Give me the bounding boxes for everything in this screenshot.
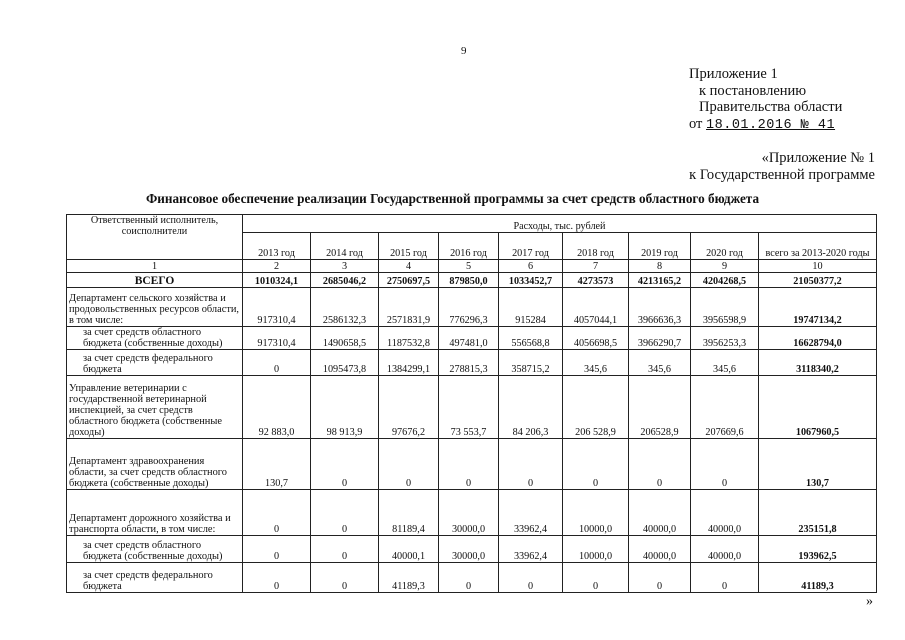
page-number: 9 <box>461 45 467 57</box>
header-year: 2013 год <box>243 233 311 260</box>
row-value: 0 <box>243 350 311 376</box>
row-label: за счет средств федерального бюджета <box>67 350 243 376</box>
table-row <box>67 288 877 327</box>
row-value: 1384299,1 <box>379 350 439 376</box>
row-value: 345,6 <box>691 350 759 376</box>
row-label: ВСЕГО <box>67 273 243 288</box>
column-number: 10 <box>759 260 877 273</box>
column-number: 7 <box>563 260 629 273</box>
row-label: Департамент дорожного хозяйства и транспорта области, в том числе: <box>67 490 243 536</box>
row-value: 915284 <box>499 288 563 327</box>
row-value: 98 913,9 <box>311 376 379 439</box>
row-value: 0 <box>243 536 311 563</box>
row-value: 0 <box>311 490 379 536</box>
quote-line-1: «Приложение № 1 <box>761 150 875 166</box>
row-value: 40000,0 <box>629 490 691 536</box>
row-total-value: 19747134,2 <box>759 288 877 327</box>
header-total: всего за 2013-2020 годы <box>759 233 877 260</box>
row-value: 40000,0 <box>691 536 759 563</box>
row-value: 0 <box>563 439 629 490</box>
row-value: 2571831,9 <box>379 288 439 327</box>
table-row <box>67 490 877 536</box>
row-value: 0 <box>311 439 379 490</box>
row-label: за счет средств областного бюджета (собственные доходы) <box>67 536 243 563</box>
row-value: 2586132,3 <box>311 288 379 327</box>
row-total-value: 41189,3 <box>759 563 877 593</box>
row-value: 40000,0 <box>691 490 759 536</box>
row-value: 0 <box>691 563 759 593</box>
table-row <box>67 273 877 288</box>
header-year: 2016 год <box>439 233 499 260</box>
column-number: 5 <box>439 260 499 273</box>
row-value: 1010324,1 <box>243 273 311 288</box>
column-number: 6 <box>499 260 563 273</box>
row-value: 30000,0 <box>439 536 499 563</box>
appendix-line-2: к постановлению <box>699 82 807 99</box>
table-row <box>67 376 877 439</box>
row-value: 3966290,7 <box>629 327 691 350</box>
row-value: 2750697,5 <box>379 273 439 288</box>
header-year: 2020 год <box>691 233 759 260</box>
row-value: 33962,4 <box>499 536 563 563</box>
row-value: 4056698,5 <box>563 327 629 350</box>
row-value: 1187532,8 <box>379 327 439 350</box>
row-value: 41189,3 <box>379 563 439 593</box>
row-value: 33962,4 <box>499 490 563 536</box>
row-value: 776296,3 <box>439 288 499 327</box>
header-year: 2018 год <box>563 233 629 260</box>
header-executor: Ответственный исполнитель, соисполнители <box>67 215 243 260</box>
row-value: 556568,8 <box>499 327 563 350</box>
row-value: 1490658,5 <box>311 327 379 350</box>
appendix-date-prefix: от <box>689 115 703 132</box>
row-value: 345,6 <box>563 350 629 376</box>
header-expenses: Расходы, тыс. рублей <box>243 215 877 233</box>
row-value: 130,7 <box>243 439 311 490</box>
row-value: 4057044,1 <box>563 288 629 327</box>
closing-quote-mark: » <box>866 594 873 609</box>
table-row <box>67 563 877 593</box>
row-total-value: 130,7 <box>759 439 877 490</box>
row-value: 10000,0 <box>563 536 629 563</box>
table-row <box>67 350 877 376</box>
table-row <box>67 439 877 490</box>
row-value: 73 553,7 <box>439 376 499 439</box>
row-value: 358715,2 <box>499 350 563 376</box>
row-label: Департамент сельского хозяйства и продовольственных ресурсов области, в том числе: <box>67 288 243 327</box>
row-value: 1033452,7 <box>499 273 563 288</box>
row-value: 92 883,0 <box>243 376 311 439</box>
row-value: 0 <box>439 563 499 593</box>
row-value: 0 <box>243 490 311 536</box>
row-value: 30000,0 <box>439 490 499 536</box>
row-label: Департамент здравоохранения области, за счет средств областного бюджета (собственные доходы) <box>67 439 243 490</box>
row-value: 0 <box>311 536 379 563</box>
row-total-value: 1067960,5 <box>759 376 877 439</box>
row-value: 0 <box>311 563 379 593</box>
table-row <box>67 327 877 350</box>
table-row <box>67 536 877 563</box>
row-value: 1095473,8 <box>311 350 379 376</box>
quote-block <box>689 150 875 184</box>
row-value: 206528,9 <box>629 376 691 439</box>
header-year: 2019 год <box>629 233 691 260</box>
appendix-date <box>689 116 842 135</box>
row-value: 0 <box>243 563 311 593</box>
row-total-value: 16628794,0 <box>759 327 877 350</box>
row-value: 206 528,9 <box>563 376 629 439</box>
row-value: 207669,6 <box>691 376 759 439</box>
row-value: 0 <box>379 439 439 490</box>
appendix-date-value: 18.01.2016 № 41 <box>706 117 836 133</box>
row-value: 345,6 <box>629 350 691 376</box>
row-value: 3956253,3 <box>691 327 759 350</box>
header-year: 2017 год <box>499 233 563 260</box>
column-number: 1 <box>67 260 243 273</box>
column-number: 8 <box>629 260 691 273</box>
appendix-block <box>689 66 842 134</box>
row-value: 0 <box>691 439 759 490</box>
row-value: 917310,4 <box>243 288 311 327</box>
column-number: 9 <box>691 260 759 273</box>
row-value: 879850,0 <box>439 273 499 288</box>
column-number: 2 <box>243 260 311 273</box>
column-number: 4 <box>379 260 439 273</box>
header-year: 2015 год <box>379 233 439 260</box>
row-value: 81189,4 <box>379 490 439 536</box>
row-total-value: 3118340,2 <box>759 350 877 376</box>
row-value: 0 <box>439 439 499 490</box>
document-title: Финансовое обеспечение реализации Государственной программы за счет средств областного бюджета <box>145 191 760 206</box>
row-value: 4204268,5 <box>691 273 759 288</box>
row-value: 4273573 <box>563 273 629 288</box>
column-number: 3 <box>311 260 379 273</box>
row-value: 3966636,3 <box>629 288 691 327</box>
row-value: 3956598,9 <box>691 288 759 327</box>
budget-table <box>66 214 877 593</box>
appendix-line-3: Правительства области <box>699 99 843 115</box>
row-value: 0 <box>629 439 691 490</box>
row-value: 97676,2 <box>379 376 439 439</box>
quote-line-2: к Государственной программе <box>689 167 875 183</box>
header-year: 2014 год <box>311 233 379 260</box>
row-value: 84 206,3 <box>499 376 563 439</box>
row-label: за счет средств федерального бюджета <box>67 563 243 593</box>
row-value: 40000,1 <box>379 536 439 563</box>
row-value: 40000,0 <box>629 536 691 563</box>
row-value: 0 <box>563 563 629 593</box>
row-value: 0 <box>499 563 563 593</box>
row-value: 10000,0 <box>563 490 629 536</box>
row-label: Управление ветеринарии с государственной ветеринарной инспекцией, за счет средств областного бюджета (собственные доходы) <box>67 376 243 439</box>
row-value: 0 <box>629 563 691 593</box>
appendix-line-1: Приложение 1 <box>689 66 778 82</box>
row-value: 2685046,2 <box>311 273 379 288</box>
row-value: 497481,0 <box>439 327 499 350</box>
row-total-value: 193962,5 <box>759 536 877 563</box>
row-total-value: 21050377,2 <box>759 273 877 288</box>
row-value: 0 <box>499 439 563 490</box>
row-total-value: 235151,8 <box>759 490 877 536</box>
row-value: 4213165,2 <box>629 273 691 288</box>
row-label: за счет средств областного бюджета (собственные доходы) <box>67 327 243 350</box>
row-value: 278815,3 <box>439 350 499 376</box>
row-value: 917310,4 <box>243 327 311 350</box>
